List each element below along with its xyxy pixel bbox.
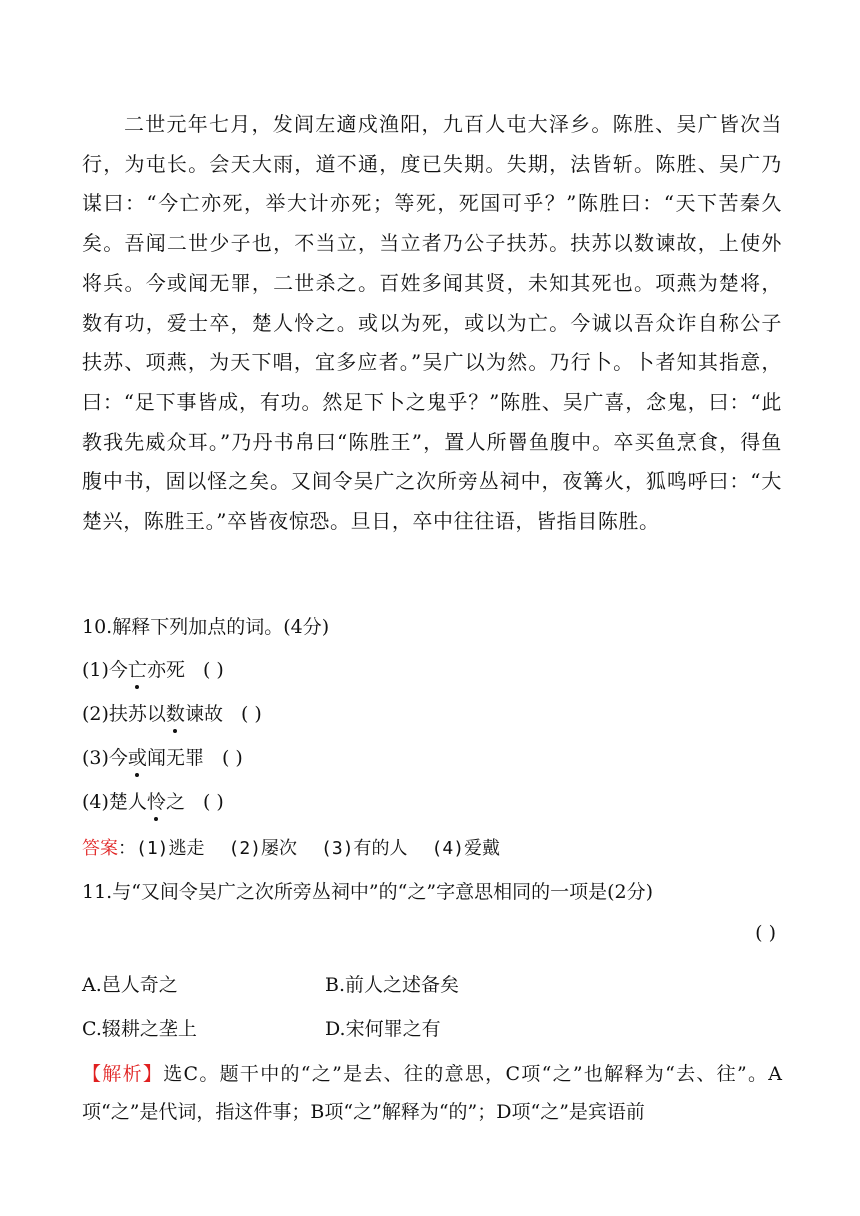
q11-option-d: D.宋何罪之有: [325, 1018, 441, 1040]
q10-item-1-post: 亦死: [146, 659, 185, 681]
q10-item-3-dotted: 或: [128, 743, 147, 770]
q10-item-3: [82, 743, 322, 770]
q10-item-4-post: 之: [165, 791, 185, 813]
answer-4: (4)爱戴: [431, 838, 501, 859]
answer-colon: ：: [118, 838, 136, 859]
q10-item-1-blank: ( ): [202, 659, 224, 681]
q11-answer-bracket: ( ): [755, 922, 776, 944]
answer-label: 答案: [82, 838, 118, 859]
q11-title: 11.与“又间令吴广之次所旁丛祠中”的“之”字意思相同的一项是(2分): [82, 881, 653, 903]
q10-item-3-pre: (3)今: [82, 747, 128, 769]
q10-item-4-blank: ( ): [202, 791, 224, 813]
q10-item-4-dotted: 怜: [147, 787, 166, 814]
q10-item-3-blank: ( ): [221, 747, 243, 769]
q10-answer: [82, 834, 524, 860]
q10-title: 10.解释下列加点的词。(4分): [82, 616, 330, 638]
q11-option-b: B.前人之述备矣: [325, 974, 460, 996]
passage-text: 二世元年七月，发闾左適戍渔阳，九百人屯大泽乡。陈胜、吴广皆次当行，为屯长。会天大雨，道不通，度已失期。失期，法皆斩。陈胜、吴广乃谋曰：“今亡亦死，举大计亦死；等死，死国可乎？”陈胜曰：“天下苦秦久矣。吾闻二世少子也，不当立，当立者乃公子扶苏。扶苏以数谏故，上使外将兵。今或闻无罪，二世杀之。百姓多闻其贤，未知其死也。项燕为楚将，数有功，爱士卒，楚人怜之。或以为死，或以为亡。今诚以吾众诈自称公子扶苏、项燕，为天下唱，宜多应者。”吴广以为然。乃行卜。卜者知其指意，曰：“足下事皆成，有功。然足下卜之鬼乎？”陈胜、吴广喜，念鬼，曰：“此教我先威众耳。”乃丹书帛曰“陈胜王”，置人所罾鱼腹中。卒买鱼烹食，得鱼腹中书，固以怪之矣。又间令吴广之次所旁丛祠中，夜篝火，狐鸣呼曰：“大楚兴，陈胜王。”卒皆夜惊恐。旦日，卒中往往语，皆指目陈胜。: [82, 112, 782, 534]
answer-3: (3)有的人: [321, 838, 408, 859]
q10-item-2: [82, 699, 341, 726]
q10-item-4: [82, 787, 303, 814]
q10-item-2-blank: ( ): [240, 703, 262, 725]
q11-option-c: C.辍耕之垄上: [82, 1018, 197, 1040]
answer-1: (1)逃走: [136, 838, 205, 859]
answer-2: (2)屡次: [228, 838, 298, 859]
q10-item-2-dotted: 数: [166, 699, 185, 726]
q10-item-4-pre: (4)楚人: [82, 791, 147, 813]
analysis-label: 【解析】: [82, 1063, 164, 1085]
q10-item-1-pre: (1)今: [82, 659, 128, 681]
q10-item-2-post: 谏故: [184, 703, 223, 725]
q10-item-2-pre: (2)扶苏以: [82, 703, 166, 725]
q11-option-a: A.邑人奇之: [82, 974, 178, 996]
passage: [82, 105, 782, 542]
analysis-text: 选C。题干中的“之”是去、往的意思，C项“之”也解释为“去、往”。A项“之”是代词，指这件事；B项“之”解释为“的”；D项“之”是宾语前: [82, 1063, 782, 1123]
q10-item-3-post: 闻无罪: [146, 747, 204, 769]
q11-analysis: [82, 1055, 782, 1131]
q10-item-1: [82, 655, 303, 682]
q10-item-1-dotted: 亡: [128, 655, 147, 682]
